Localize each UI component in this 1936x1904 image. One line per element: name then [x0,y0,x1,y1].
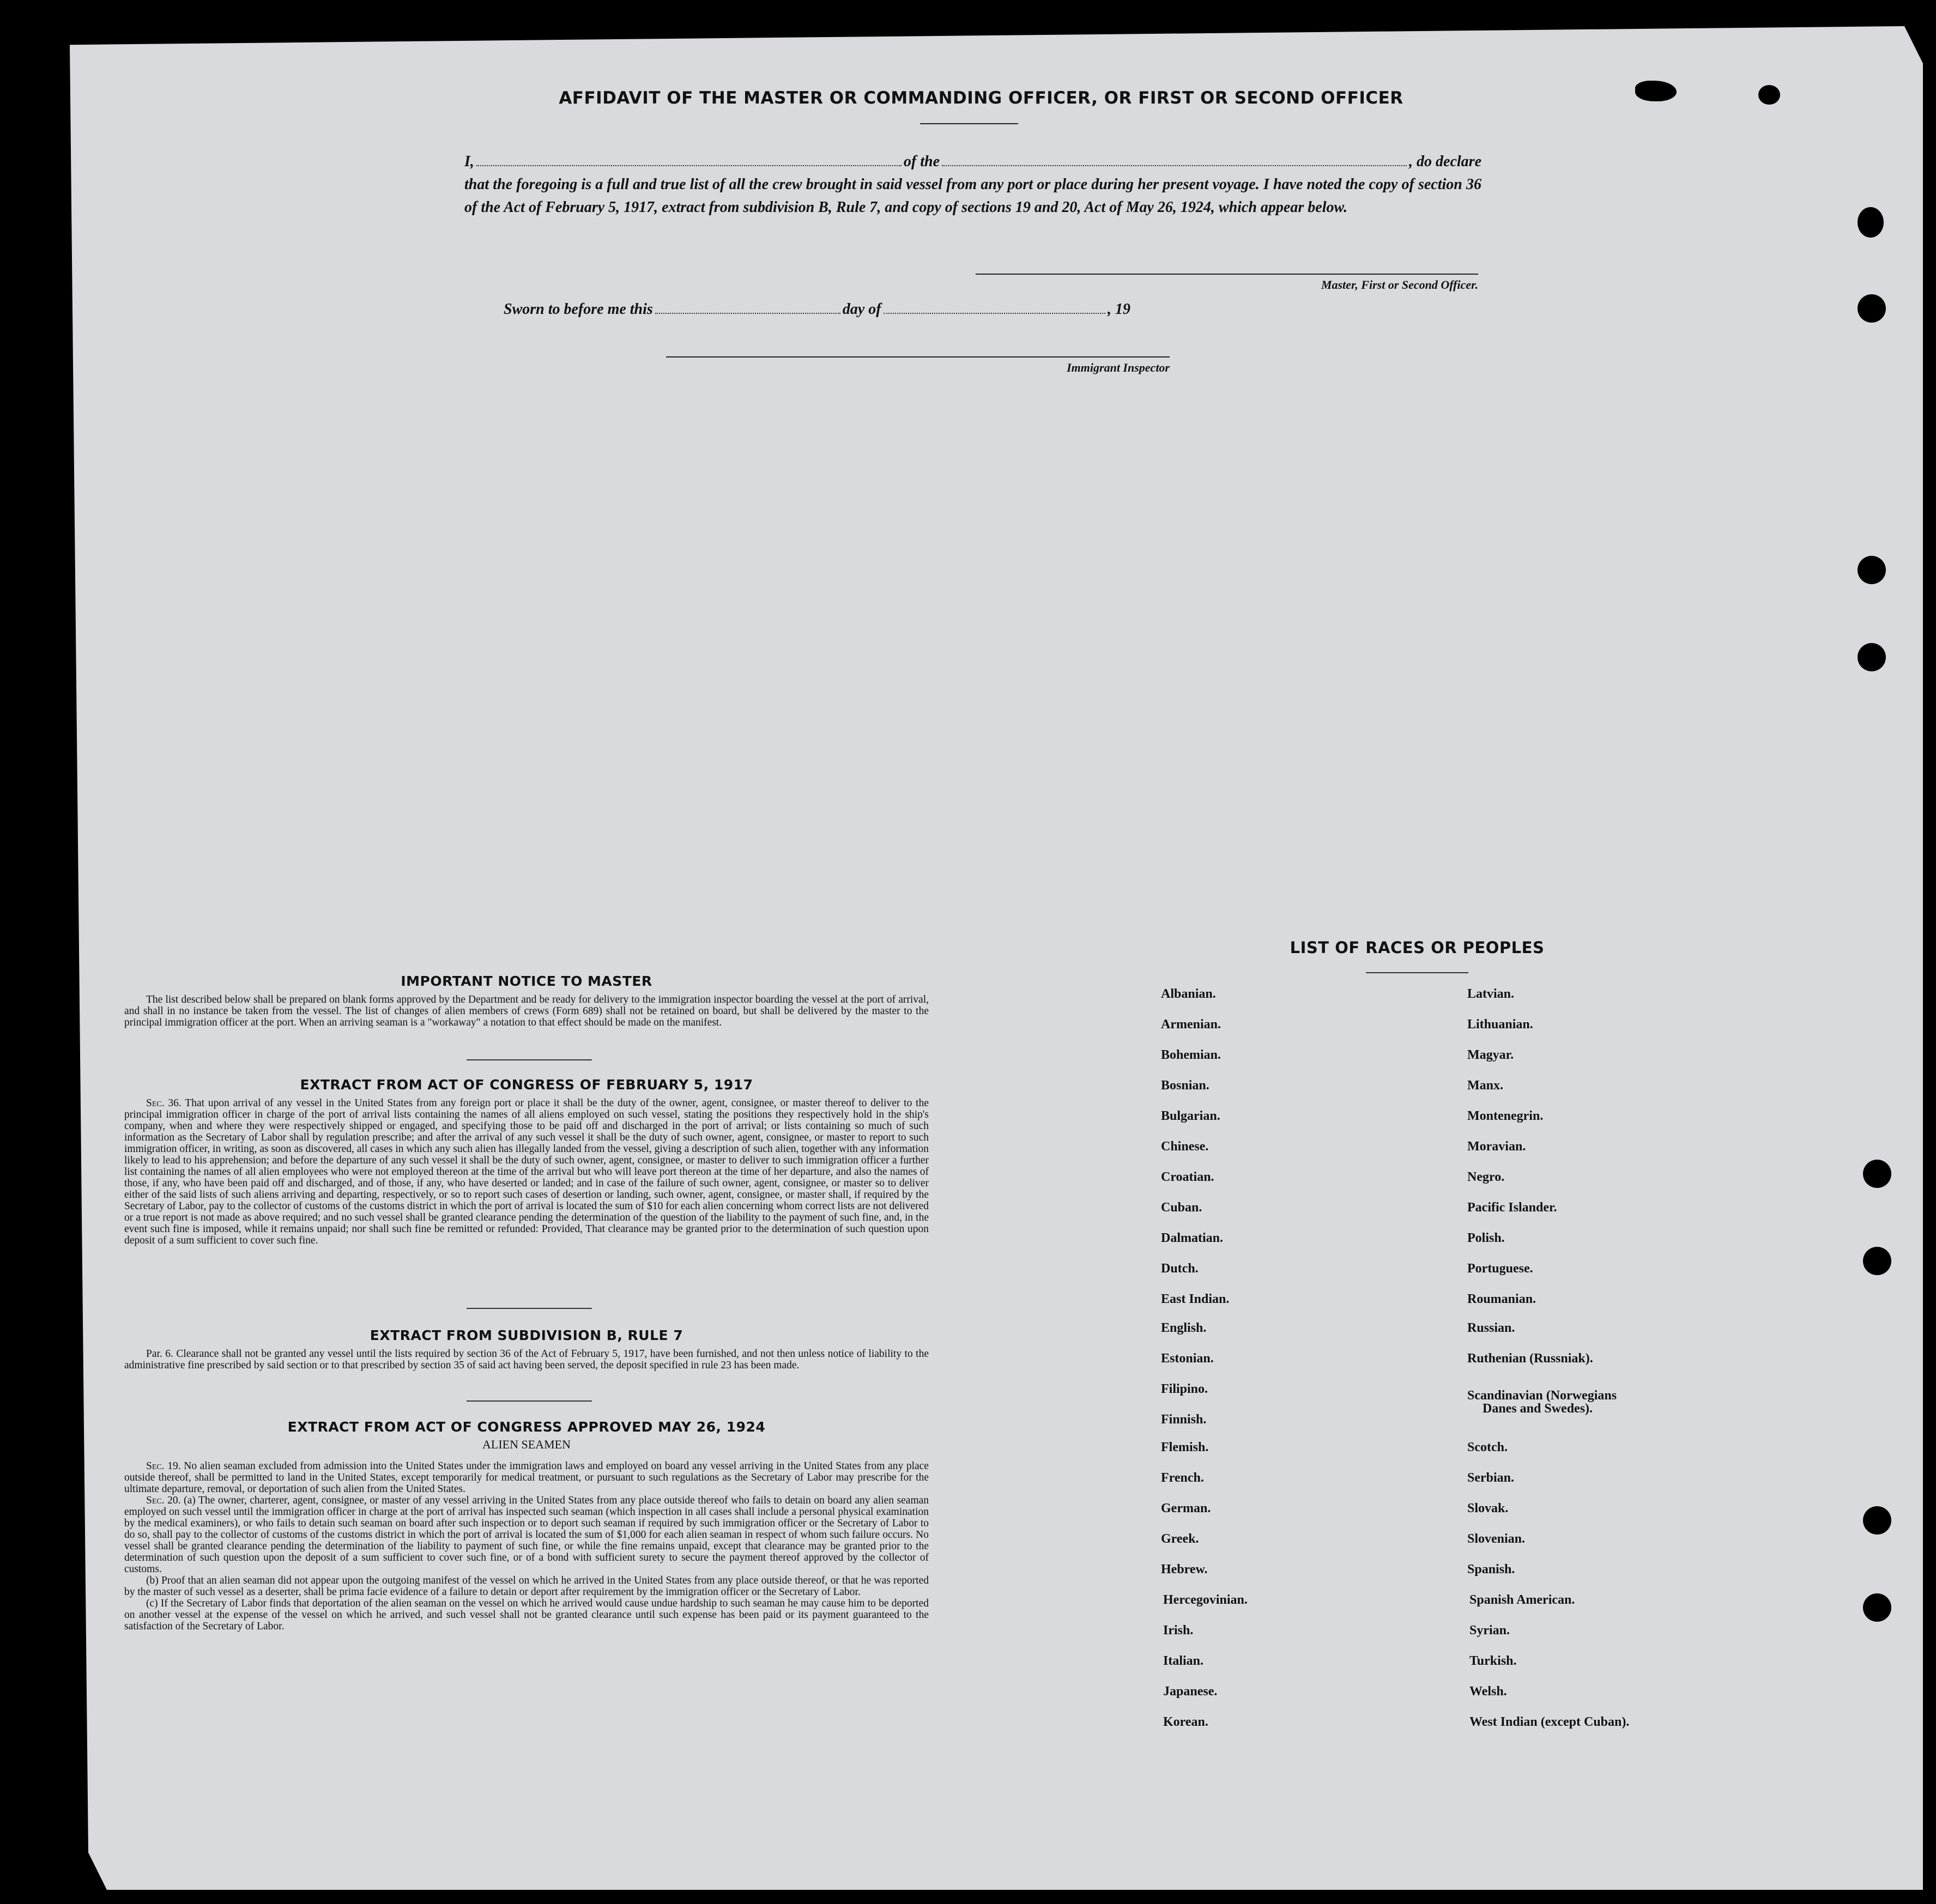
race-item: Bohemian. [1161,1048,1221,1062]
sec19-paragraph [124,1460,929,1495]
race-item: Syrian. [1469,1623,1510,1638]
sworn-day-of-label: day of [842,301,881,318]
sworn-year-label: , 19 [1108,301,1130,318]
declarant-name-field[interactable] [476,155,902,166]
race-item: Russian. [1467,1321,1515,1335]
master-signature-line[interactable] [976,274,1478,275]
race-item: Albanian. [1161,987,1216,1001]
vessel-name-field[interactable] [942,155,1407,166]
binder-hole [1863,1593,1891,1622]
sec20c-paragraph [124,1598,929,1632]
race-item: West Indian (except Cuban). [1469,1715,1630,1729]
race-item: Chinese. [1161,1139,1209,1154]
race-item: Filipino. [1161,1382,1208,1396]
section-divider [467,1059,592,1060]
race-item: East Indian. [1161,1292,1230,1306]
sec20c-text: (c) If the Secretary of Labor finds that deportation of the alien seaman on the vessel on which he arrived would cause undue hardship to such seaman he may cause him to be deported on another vessel at the expense of the vessel on which he arrived, and such vessel shall not be granted clearance until such expense has been paid or its payment guaranteed to the satisfaction of the Secretary of Labor. [124,1598,929,1632]
extract-1917-body [124,1097,929,1246]
race-item: Armenian. [1161,1017,1221,1032]
race-item: Slovak. [1467,1501,1509,1515]
race-item: Italian. [1163,1654,1204,1668]
declaration-text: that the foregoing is a full and true list of all the crew brought in said vessel from any port or place during her present voyage. I have noted the copy of section 36 of the Act of February 5, 1917, extract from subdivision B, Rule 7, and copy of sections 19 and 20, Act of May 26, 1924, which appear below. [464,176,1481,216]
race-item: Hercegovinian. [1163,1593,1248,1607]
sworn-day-field[interactable] [655,303,840,314]
race-item: Welsh. [1469,1684,1507,1699]
races-title: LIST OF RACES OR PEOPLES [1290,938,1545,957]
notice-body-text: The list described below shall be prepared on blank forms approved by the Department and be ready for delivery to the immigration inspector boarding the vessel at the port of arrival, and shall in no instance be taken from the vessel. The list of changes of alien members of crews (Form 689) shall not be retained on board, but shall be delivered by the master to the principal immigration officer at the port. When an arriving seaman is a "workaway" a notation to that effect should be made on the manifest. [124,994,929,1028]
sec20a-text: (a) The owner, charterer, agent, consignee, or master of any vessel arriving in the United States from any place outside thereof who fails to detain on board any alien seaman employed on such vessel until the immigration officer in charge at the port of arrival has inspected such seaman (which inspection in all cases shall include a personal physical examination by the medical examiners), or who fails to detain such seaman on board after such inspection or to deport such seaman if required by such immigration officer or the Secretary of Labor to do so, shall pay to the collector of customs of the customs district in which the port of arrival is located the sum of $1,000 for each alien seaman in respect of whom such failure occurs. No vessel shall be granted clearance pending the determination of the liability to payment of such fine, or while the fine remains unpaid, except that clearance may be granted prior to the determination of such question upon the deposit of a sum sufficient to cover such fine, or of a bond with sufficient surety to secure the payment thereof approved by the collector of customs. [124,1495,929,1575]
race-item: Hebrew. [1161,1562,1208,1576]
sec36-label: Sec. 36. [146,1097,182,1109]
ink-blot [1635,81,1677,101]
sec20b-text: (b) Proof that an alien seaman did not appear upon the outgoing manifest of the vessel on which he arrived in the United States from any place outside thereof, or that he was reported by the master of such vessel as a deserter, shall be prima facie evidence of a failure to detain or deport after requirement by the immigration officer or the Secretary of Labor. [124,1575,929,1598]
race-item: Croatian. [1161,1170,1214,1184]
sec20b-paragraph [124,1575,929,1598]
master-signature-caption: Master, First or Second Officer. [1321,278,1478,292]
rule7-text: Par. 6. Clearance shall not be granted any vessel until the lists required by section 36 of the Act of February 5, 1917, have been furnished, and not then unless notice of liability to the administrative fine prescribed by said section or to that prescribed by section 35 of said act having been served, the deposit specified in rule 23 has been made. [124,1348,929,1371]
race-item: Negro. [1467,1170,1505,1184]
race-item: Flemish. [1161,1440,1209,1454]
extract-1917-title: EXTRACT FROM ACT OF CONGRESS OF FEBRUARY 5, 1917 [300,1077,753,1093]
races-title-divider [1366,972,1468,973]
race-item: Dalmatian. [1161,1231,1223,1245]
binder-hole [1858,556,1886,584]
race-item: French. [1161,1471,1204,1485]
race-item: Magyar. [1467,1048,1514,1062]
sworn-prefix: Sworn to before me this [504,301,653,318]
race-item: English. [1161,1321,1207,1335]
ink-blot [1758,85,1780,105]
race-item: Serbian. [1467,1471,1515,1485]
decl-do-declare-label: , do declare [1409,153,1481,170]
extract-1924-subtitle: ALIEN SEAMEN [482,1438,571,1451]
sworn-line [504,301,1130,318]
race-item: German. [1161,1501,1211,1515]
binder-hole [1863,1160,1891,1188]
race-item: Bosnian. [1161,1078,1209,1093]
race-item: Korean. [1163,1715,1208,1729]
race-item: Estonian. [1161,1351,1214,1366]
binder-hole [1858,643,1886,671]
sec19-text: No alien seaman excluded from admission into the United States under the immigration laws and employed on board any vessel arriving in the United States from any place outside thereof, shall be permitted to land in the United States, except temporarily for medical treatment, or pursuant to such regulations as the Secretary of Labor may prescribe for the ultimate departure, removal, or deportation of such alien from the United States. [124,1460,929,1495]
sec19-label: Sec. 19. [146,1460,181,1472]
race-item: Polish. [1467,1231,1505,1245]
race-item: Spanish American. [1469,1593,1575,1607]
race-item: Latvian. [1467,987,1515,1001]
race-item: Ruthenian (Russniak). [1467,1351,1593,1366]
decl-i-label: I, [464,153,474,170]
race-item: Greek. [1161,1532,1199,1546]
race-item: Moravian. [1467,1139,1526,1154]
section-divider [467,1400,592,1402]
race-item: Portuguese. [1467,1262,1533,1276]
extract-rule7-title: EXTRACT FROM SUBDIVISION B, RULE 7 [370,1327,683,1343]
notice-title: IMPORTANT NOTICE TO MASTER [401,973,652,989]
extract-1924-body [124,1460,929,1632]
race-item: Pacific Islander. [1467,1200,1557,1215]
race-item: Japanese. [1163,1684,1218,1699]
race-item: Slovenian. [1467,1532,1526,1546]
extract-1924-title: EXTRACT FROM ACT OF CONGRESS APPROVED MAY 26, 1924 [287,1419,766,1435]
race-item: Spanish. [1467,1562,1515,1576]
sec20-label: Sec. 20. [146,1495,181,1506]
binder-hole [1858,294,1886,323]
race-item: Roumanian. [1467,1292,1536,1306]
affidavit-title: AFFIDAVIT OF THE MASTER OR COMMANDING OFFICER, OR FIRST OR SECOND OFFICER [559,88,1403,108]
race-item: Montenegrin. [1467,1109,1544,1123]
binder-hole [1863,1247,1891,1275]
sworn-month-field[interactable] [884,303,1105,314]
inspector-signature-caption: Immigrant Inspector [1067,361,1170,374]
race-item: Lithuanian. [1467,1017,1533,1032]
title-divider [920,123,1018,124]
sec36-text: That upon arrival of any vessel in the United States from any foreign port or place it shall be the duty of the owner, agent, consignee, or master thereof to deliver to the principal immigration officer in charge of the port of arrival lists containing the names of all aliens employed on such vessel, stating the positions they respectively hold in the ship's company, when and where they were respectively shipped or engaged, and specifying those to be paid off and discharged in the port of arrival; or lists containing so much of such information as the Secretary of Labor shall by regulation prescribe; and after the arrival of any such vessel it shall be the duty of such owner, agent, consignee, or master to report to such immigration officer, in writing, as soon as discovered, all cases in which any such alien has illegally landed from the vessel, giving a description of such alien, together with any information likely to lead to his apprehension; and before the departure of any such vessel it shall be the duty of such owner, agent, consignee, or master to deliver to such immigration officer a further list containing the names of all alien employees who were not employed thereon at the time of the arrival but who will leave port thereon at the time of her departure, and also the names of those, if any, who have been paid off and discharged, and of those, if any, who have deserted or landed; and in case of the failure of such owner, agent, consignee, or master so to deliver either of the said lists of such aliens arriving and departing, respectively, or so to report such cases of desertion or landing, such owner, agent, consignee, or master shall, if required by the Secretary of Labor, pay to the collector of customs of the customs district in which the port of arrival is located the sum of $10 for each alien concerning whom correct lists are not delivered or a true report is not made as above required; and no such vessel shall be granted clearance pending the determination of the question of the liability to the payment of such fine, and, in the event such fine is imposed, while it remains unpaid; nor shall such fine be remitted or refunded: Provided, That clearance may be granted prior to the determination of such question upon deposit of a sum sufficient to cover such fine. [124,1097,929,1246]
declaration-block [464,150,1481,219]
extract-rule7-body [124,1348,929,1371]
race-item: Dutch. [1161,1262,1199,1276]
notice-body [124,994,929,1028]
decl-of-the-label: of the [903,153,940,170]
race-item: Irish. [1163,1623,1194,1638]
race-item: Scotch. [1467,1440,1508,1454]
race-item: Turkish. [1469,1654,1517,1668]
race-item: Scandinavian (Norwegians [1467,1388,1617,1403]
race-item: Danes and Swedes). [1483,1402,1593,1416]
binder-hole [1863,1506,1891,1535]
sec20a-paragraph [124,1495,929,1575]
race-item: Bulgarian. [1161,1109,1220,1123]
race-item: Manx. [1467,1078,1503,1093]
binder-hole [1858,207,1884,238]
race-item: Cuban. [1161,1200,1202,1215]
race-item: Finnish. [1161,1412,1207,1427]
section-divider [467,1308,592,1309]
inspector-signature-line[interactable] [666,356,1170,357]
